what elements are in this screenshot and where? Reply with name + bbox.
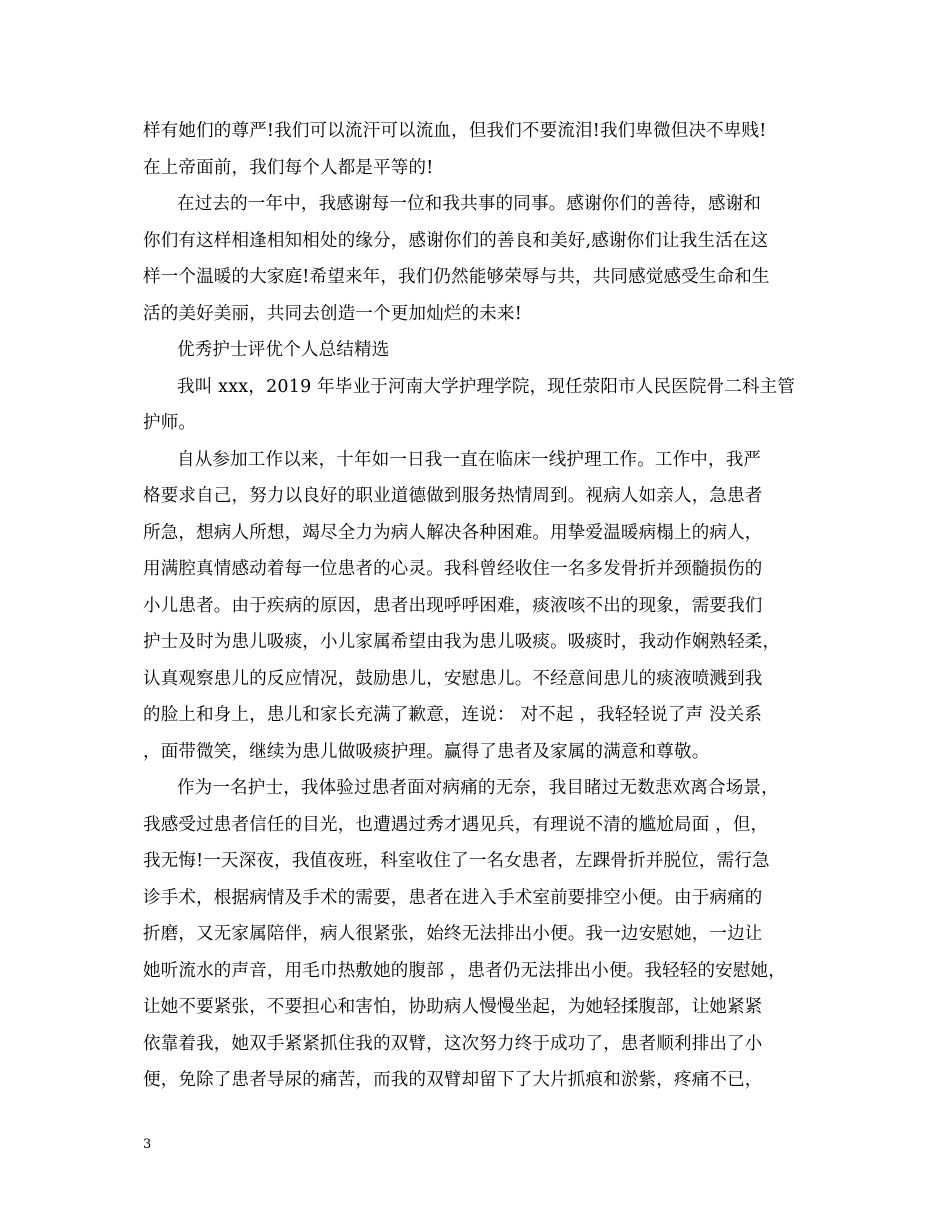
text-line: 依靠着我，她双手紧紧抓住我的双臂，这次努力终于成功了，患者顺利排出了小: [143, 1034, 763, 1054]
text-line: 活的美好美丽，共同去创造一个更加灿烂的未来!: [143, 304, 522, 324]
text-line: 在上帝面前，我们每个人都是平等的!: [143, 158, 434, 178]
paragraph-first-line: 在过去的一年中，我感谢每一位和我共事的同事。感谢你们的善待，感谢和: [177, 194, 762, 214]
text-line: 让她不要紧张，不要担心和害怕，协助病人慢慢坐起，为她轻揉腹部，让她紧紧: [143, 997, 763, 1017]
text-line: 诊手术，根据病情及手术的需要，患者在进入手术室前要排空小便。由于病痛的: [143, 888, 763, 908]
text-line: 护士及时为患儿吸痰，小儿家属希望由我为患儿吸痰。吸痰时，我动作娴熟轻柔，: [143, 632, 781, 652]
text-line: 我感受过患者信任的目光，也遭遇过秀才遇见兵，有理说不清的尴尬局面 ，但，: [143, 815, 769, 835]
text-line: 认真观察患儿的反应情况，鼓励患儿，安慰患儿。不经意间患儿的痰液喷溅到我: [143, 669, 763, 689]
text-line: 我无悔!一天深夜，我值夜班，科室收住了一名女患者，左踝骨折并脱位，需行急: [143, 851, 770, 871]
text-line: 所急，想病人所想，竭尽全力为病人解决各种困难。用挚爱温暖病榻上的病人，: [143, 523, 763, 543]
text-line: 格要求自己，努力以良好的职业道德做到服务热情周到。视病人如亲人，急患者: [143, 486, 763, 506]
paragraph-first-line: 我叫 xxx，2019 年毕业于河南大学护理学院，现任荥阳市人民医院骨二科主管: [177, 377, 796, 397]
text-line: 便，免除了患者导尿的痛苦，而我的双臂却留下了大片抓痕和淤紫，疼痛不已，: [143, 1070, 763, 1090]
text-line: 的脸上和身上，患儿和家长充满了歉意，连说： 对不起 ，我轻轻说了声 没关系: [143, 705, 763, 725]
paragraph-first-line: 作为一名护士，我体验过患者面对病痛的无奈，我目睹过无数悲欢离合场景，: [177, 778, 779, 798]
text-line: 小儿患者。由于疾病的原因，患者出现呼呼困难，痰液咳不出的现象，需要我们: [143, 596, 763, 616]
text-line: 样有她们的尊严!我们可以流汗可以流血，但我们不要流泪!我们卑微但决不卑贱!: [143, 121, 767, 141]
paragraph-first-line: 自从参加工作以来，十年如一日我一直在临床一线护理工作。工作中，我严: [177, 450, 762, 470]
text-line: 折磨，又无家属陪伴，病人很紧张，始终无法排出小便。我一边安慰她，一边让: [143, 924, 763, 944]
text-line: 她听流水的声音，用毛巾热敷她的腹部 ，患者仍无法排出小便。我轻轻的安慰她，: [143, 961, 786, 981]
text-line: 用满腔真情感动着每一位患者的心灵。我科曾经收住一名多发骨折并颈髓损伤的: [143, 559, 763, 579]
text-line: ，面带微笑，继续为患儿做吸痰护理。赢得了患者及家属的满意和尊敬。: [143, 742, 710, 762]
page-number: 3: [143, 1137, 152, 1152]
text-line: 你们有这样相逢相知相处的缘分，感谢你们的善良和美好,感谢你们让我生活在这: [143, 231, 769, 251]
text-line: 样一个温暖的大家庭!希望来年，我们仍然能够荣辱与共，共同感觉感受生命和生: [143, 267, 770, 287]
text-line: 护师。: [143, 413, 197, 433]
section-heading: 优秀护士评优个人总结精选: [177, 340, 390, 360]
